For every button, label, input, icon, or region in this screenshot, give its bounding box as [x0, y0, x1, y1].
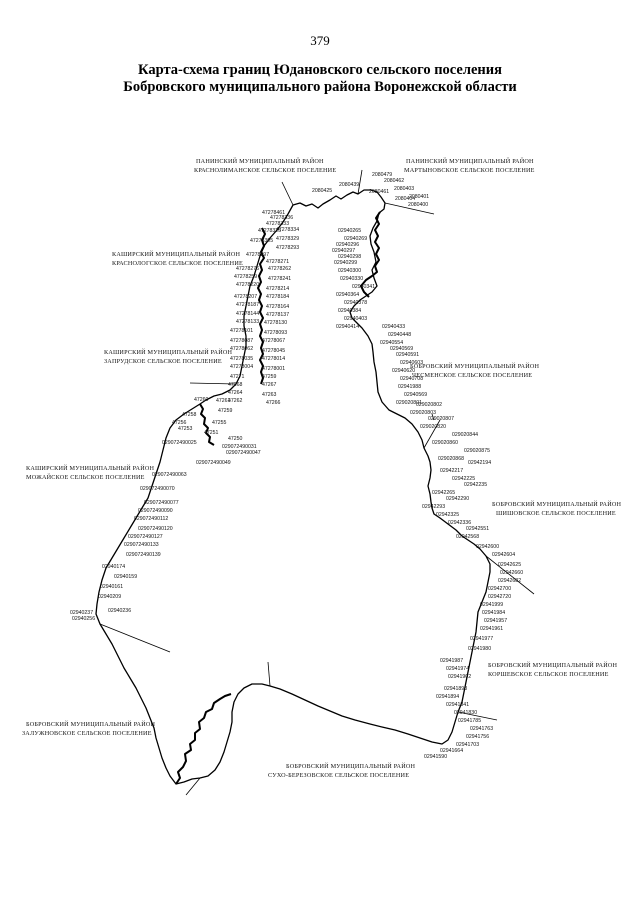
- page-number: 379: [310, 33, 330, 48]
- boundary-point-label: 47278220: [236, 282, 260, 288]
- region-subname: КРАСНОЛОГСКОЕ СЕЛЬСКОЕ ПОСЕЛЕНИЕ: [112, 260, 243, 267]
- boundary-point-label: 2080425: [312, 188, 333, 194]
- river-boundary-southwest: [176, 694, 231, 784]
- boundary-point-label: 029072490031: [222, 444, 257, 450]
- boundary-point-label: 029072490077: [144, 500, 179, 506]
- boundary-point-label: 029072490063: [152, 472, 187, 478]
- boundary-point-label: 47278187: [236, 302, 260, 308]
- boundary-point-label: 02941664: [440, 748, 464, 754]
- boundary-point-label: 029020807: [428, 416, 454, 422]
- region-subname: МОЖАЙСКОЕ СЕЛЬСКОЕ ПОСЕЛЕНИЕ: [26, 474, 145, 481]
- boundary-point-label: 02940433: [382, 324, 406, 330]
- boundary-point-label: 47278137: [266, 312, 290, 318]
- boundary-point-label: 029072490070: [140, 486, 175, 492]
- boundary-point-label: 47278004: [230, 364, 254, 370]
- boundary-point-label: 47250: [228, 436, 243, 442]
- boundary-point-label: 02942194: [468, 460, 492, 466]
- boundary-point-label: 47278334: [276, 227, 300, 233]
- region-label-bobrovsky-shishovskoe: [492, 500, 622, 517]
- boundary-point-label: 02941980: [468, 646, 492, 652]
- boundary-point-label: 02940569: [404, 392, 428, 398]
- boundary-point-label: 02941763: [470, 726, 494, 732]
- boundary-point-label: 2080462: [384, 178, 405, 184]
- boundary-point-label: 47278067: [262, 338, 286, 344]
- boundary-point-label: 47261: [216, 398, 231, 404]
- boundary-point-label: 02941898: [444, 686, 468, 692]
- region-name: ПАНИНСКИЙ МУНИЦИПАЛЬНЫЙ РАЙОН: [406, 158, 534, 165]
- boundary-point-label: 02941756: [466, 734, 490, 740]
- boundary-point-label: 02940569: [390, 346, 414, 352]
- boundary-point-label: 47278329: [276, 236, 300, 242]
- region-name: ПАНИНСКИЙ МУНИЦИПАЛЬНЫЙ РАЙОН: [196, 158, 324, 165]
- boundary-point-label: 47278130: [264, 320, 288, 326]
- boundary-point-label: 47266: [266, 400, 281, 406]
- boundary-point-label: 47278144: [236, 311, 260, 317]
- region-name: БОБРОВСКИЙ МУНИЦИПАЛЬНЫЙ РАЙОН: [492, 501, 622, 508]
- boundary-point-label: 47260: [194, 397, 209, 403]
- boundary-point-label: 02940298: [338, 254, 362, 260]
- boundary-point-label: 02940364: [336, 292, 360, 298]
- boundary-point-label: 02940296: [336, 242, 360, 248]
- boundary-point-label: 47256: [172, 420, 187, 426]
- boundary-point-label: 02941590: [424, 754, 448, 760]
- boundary-point-label: 02941977: [470, 636, 494, 642]
- boundary-point-label: 47251: [204, 430, 219, 436]
- boundary-point-label: 47278262: [268, 266, 292, 272]
- boundary-point-label: 47255: [212, 420, 227, 426]
- region-name: КАШИРСКИЙ МУНИЦИПАЛЬНЫЙ РАЙОН: [104, 349, 233, 356]
- boundary-point-label: 02942720: [488, 594, 512, 600]
- boundary-point-label: 029072490049: [196, 460, 231, 466]
- region-label-paninsky-martynovskoe: [404, 157, 535, 174]
- boundary-point-label: 02940174: [102, 564, 126, 570]
- boundary-point-label: 47278045: [262, 348, 286, 354]
- boundary-point-label: 02940403: [344, 316, 368, 322]
- boundary-point-label: 2080404: [395, 196, 416, 202]
- boundary-point-label: 02941984: [482, 610, 506, 616]
- boundary-point-label: 47278336: [270, 215, 294, 221]
- boundary-point-label: 029020820: [420, 424, 446, 430]
- boundary-point-label: 029020803: [410, 410, 436, 416]
- boundary-point-label: 02940236: [108, 608, 132, 614]
- region-subname: МАРТЫНОВСКОЕ СЕЛЬСКОЕ ПОСЕЛЕНИЕ: [404, 167, 535, 174]
- boundary-point-label: 2080403: [394, 186, 415, 192]
- boundary-point-label: 47278293: [276, 245, 300, 251]
- boundary-point-label: 47278333: [266, 221, 290, 227]
- boundary-point-label: 02942625: [498, 562, 522, 568]
- boundary-point-label: 47258: [182, 412, 197, 418]
- boundary-point-label: 029072490090: [138, 508, 173, 514]
- boundary-point-label: 47278001: [262, 366, 286, 372]
- boundary-point-label: 02940341: [352, 284, 376, 290]
- boundary-point-label: 47278087: [230, 338, 254, 344]
- boundary-point-label: 47268: [228, 382, 243, 388]
- neighbor-line-southwest: [100, 624, 170, 652]
- boundary-point-label: 02942600: [476, 544, 500, 550]
- region-name: БОБРОВСКИЙ МУНИЦИПАЛЬНЫЙ РАЙОН: [410, 363, 540, 370]
- boundary-point-label: 47278101: [230, 328, 254, 334]
- boundary-point-label: 029072490025: [162, 440, 197, 446]
- boundary-point-label: 02942682: [498, 578, 522, 584]
- boundary-point-label: 47271: [230, 374, 245, 380]
- boundary-point-label: 02942265: [432, 490, 456, 496]
- boundary-point-label: 02940237: [70, 610, 94, 616]
- boundary-point-label: 47259: [218, 408, 233, 414]
- region-subname: КРАСНОЛИМАНСКОЕ СЕЛЬСКОЕ ПОСЕЛЕНИЕ: [194, 167, 337, 174]
- boundary-point-label: 029072490047: [226, 450, 261, 456]
- boundary-point-label: 029072490112: [134, 516, 169, 522]
- boundary-point-label: 02942225: [452, 476, 476, 482]
- boundary-point-label: 47262: [228, 398, 243, 404]
- region-subname: ШИШОВСКОЕ СЕЛЬСКОЕ ПОСЕЛЕНИЕ: [496, 510, 616, 517]
- boundary-point-label: 029072490127: [128, 534, 163, 540]
- region-name: БОБРОВСКИЙ МУНИЦИПАЛЬНЫЙ РАЙОН: [488, 662, 618, 669]
- boundary-point-label: 47264: [228, 390, 243, 396]
- region-label-kashirsky-zaprudskoe: [104, 348, 233, 365]
- boundary-point-label: 2080439: [339, 182, 360, 188]
- boundary-point-label: 02941830: [454, 710, 478, 716]
- boundary-point-label: 47278093: [264, 330, 288, 336]
- boundary-point-label: 02940297: [332, 248, 356, 254]
- boundary-point-label: 47278164: [266, 304, 290, 310]
- region-name: БОБРОВСКИЙ МУНИЦИПАЛЬНЫЙ РАЙОН: [26, 721, 156, 728]
- boundary-point-label: 2080461: [369, 189, 390, 195]
- boundary-point-label: 02942235: [464, 482, 488, 488]
- region-subname: СУХО-БЕРЕЗОВСКОЕ СЕЛЬСКОЕ ПОСЕЛЕНИЕ: [268, 772, 410, 779]
- boundary-point-label: 02940256: [72, 616, 96, 622]
- boundary-point-label: 02942604: [492, 552, 516, 558]
- map-title-line-2: Бобровского муниципального района Воронежской области: [123, 79, 517, 95]
- boundary-point-label: 02942325: [436, 512, 460, 518]
- boundary-point-label: 47278014: [262, 356, 286, 362]
- boundary-point-label: 02941902: [448, 674, 472, 680]
- boundary-point-label: 47278271: [266, 259, 290, 265]
- region-subname: ЗАЛУЖНОВСКОЕ СЕЛЬСКОЕ ПОСЕЛЕНИЕ: [22, 730, 152, 737]
- boundary-point-label: 47278214: [266, 286, 290, 292]
- boundary-point-label: 02941999: [480, 602, 504, 608]
- boundary-point-label: 02940300: [338, 268, 362, 274]
- region-name: КАШИРСКИЙ МУНИЦИПАЛЬНЫЙ РАЙОН: [26, 465, 155, 472]
- boundary-point-label: 02942700: [488, 586, 512, 592]
- boundary-point-label: 02941703: [456, 742, 480, 748]
- boundary-point-label: 47278062: [230, 346, 254, 352]
- boundary-point-label: 02941974: [446, 666, 470, 672]
- region-label-bobrovsky-zaluzhnovskoe: [22, 720, 156, 737]
- boundary-point-label: 02940554: [380, 340, 404, 346]
- boundary-point-label: 02940299: [334, 260, 358, 266]
- boundary-point-label: 029020875: [464, 448, 490, 454]
- boundary-point-label: 02941841: [446, 702, 470, 708]
- region-label-bobrovsky-chesmenskoe: [410, 362, 540, 379]
- boundary-point-label: 47278276: [236, 266, 260, 272]
- boundary-point-label: 47253: [178, 426, 193, 432]
- boundary-point-label: 47267: [262, 382, 277, 388]
- region-label-kashirsky-krasnologskoe: [112, 250, 243, 267]
- boundary-point-label: 02940330: [340, 276, 364, 282]
- region-subname: ЗАПРУДСКОЕ СЕЛЬСКОЕ ПОСЕЛЕНИЕ: [104, 358, 222, 365]
- boundary-point-label: 47259: [262, 374, 277, 380]
- region-name: КАШИРСКИЙ МУНИЦИПАЛЬНЫЙ РАЙОН: [112, 251, 241, 258]
- boundary-point-label: 02941987: [440, 658, 464, 664]
- boundary-point-label: 02942293: [422, 504, 446, 510]
- boundary-point-label: 47278184: [266, 294, 290, 300]
- boundary-point-label: 47278133: [236, 319, 260, 325]
- region-subname: ЧЕСМЕНСКОЕ СЕЛЬСКОЕ ПОСЕЛЕНИЕ: [412, 372, 533, 379]
- boundary-point-label: 02941988: [398, 384, 422, 390]
- boundary-point-label: 02940448: [388, 332, 412, 338]
- boundary-point-label: 02940161: [100, 584, 124, 590]
- boundary-point-label: 02940209: [98, 594, 122, 600]
- boundary-point-label: 02940378: [344, 300, 368, 306]
- boundary-point-label: 02942290: [446, 496, 470, 502]
- boundary-point-label: 47278207: [234, 294, 258, 300]
- boundary-point-label: 029020860: [432, 440, 458, 446]
- boundary-point-label: 2080401: [409, 194, 430, 200]
- boundary-point-label: 029020801: [396, 400, 422, 406]
- boundary-point-label: 02942217: [440, 468, 464, 474]
- boundary-point-label: 02940159: [114, 574, 138, 580]
- boundary-point-label: 02940384: [338, 308, 362, 314]
- boundary-point-label: 02940269: [344, 236, 368, 242]
- map-title-line-1: Карта-схема границ Юдановского сельского поселения: [138, 62, 502, 78]
- boundary-point-label: 02941894: [436, 694, 460, 700]
- boundary-point-label: 2080400: [408, 202, 429, 208]
- neighbor-line-south: [268, 662, 270, 686]
- region-label-kashirsky-mozhayskoe: [26, 464, 155, 481]
- boundary-point-label: 47278241: [268, 276, 292, 282]
- region-label-paninsky-krasnolimanskoe: [194, 157, 336, 174]
- boundary-point-label: 02940414: [336, 324, 360, 330]
- boundary-point-label: 02941785: [458, 718, 482, 724]
- boundary-point-label: 02941961: [480, 626, 504, 632]
- boundary-point-label: 02942551: [466, 526, 490, 532]
- boundary-point-label: 47278325: [258, 228, 282, 234]
- boundary-point-label: 029072490139: [126, 552, 161, 558]
- region-subname: КОРШЕВСКОЕ СЕЛЬСКОЕ ПОСЕЛЕНИЕ: [488, 671, 609, 678]
- boundary-point-label: 029072490133: [124, 542, 159, 548]
- boundary-point-label: 02941957: [484, 618, 508, 624]
- boundary-point-label: 02940603: [400, 360, 424, 366]
- boundary-point-label: 02940265: [338, 228, 362, 234]
- boundary-point-label: 02940620: [392, 368, 416, 374]
- boundary-point-label: 47278035: [230, 356, 254, 362]
- neighbor-line-northwest: [282, 182, 293, 205]
- boundary-point-label: 029020844: [452, 432, 478, 438]
- region-label-bobrovsky-sukho-berezovskoe: [268, 762, 416, 779]
- boundary-point-label: 2080479: [372, 172, 393, 178]
- boundary-point-label: 02942660: [500, 570, 524, 576]
- boundary-point-label: 029072490120: [138, 526, 173, 532]
- region-name: БОБРОВСКИЙ МУНИЦИПАЛЬНЫЙ РАЙОН: [286, 763, 416, 770]
- boundary-point-label: 02942336: [448, 520, 472, 526]
- boundary-point-label: 47278259: [234, 274, 258, 280]
- boundary-point-label: 02942568: [456, 534, 480, 540]
- boundary-point-label: 47278297: [246, 252, 270, 258]
- region-label-bobrovsky-korshevskoe: [488, 661, 618, 678]
- boundary-point-label: 029020868: [438, 456, 464, 462]
- boundary-point-label: 02940591: [396, 352, 420, 358]
- boundary-point-label: 02940708: [400, 376, 424, 382]
- boundary-point-label: 47263: [262, 392, 277, 398]
- boundary-point-label: 47278305: [250, 238, 274, 244]
- boundary-point-label: 029020802: [416, 402, 442, 408]
- boundary-point-label: 47278461: [262, 210, 286, 216]
